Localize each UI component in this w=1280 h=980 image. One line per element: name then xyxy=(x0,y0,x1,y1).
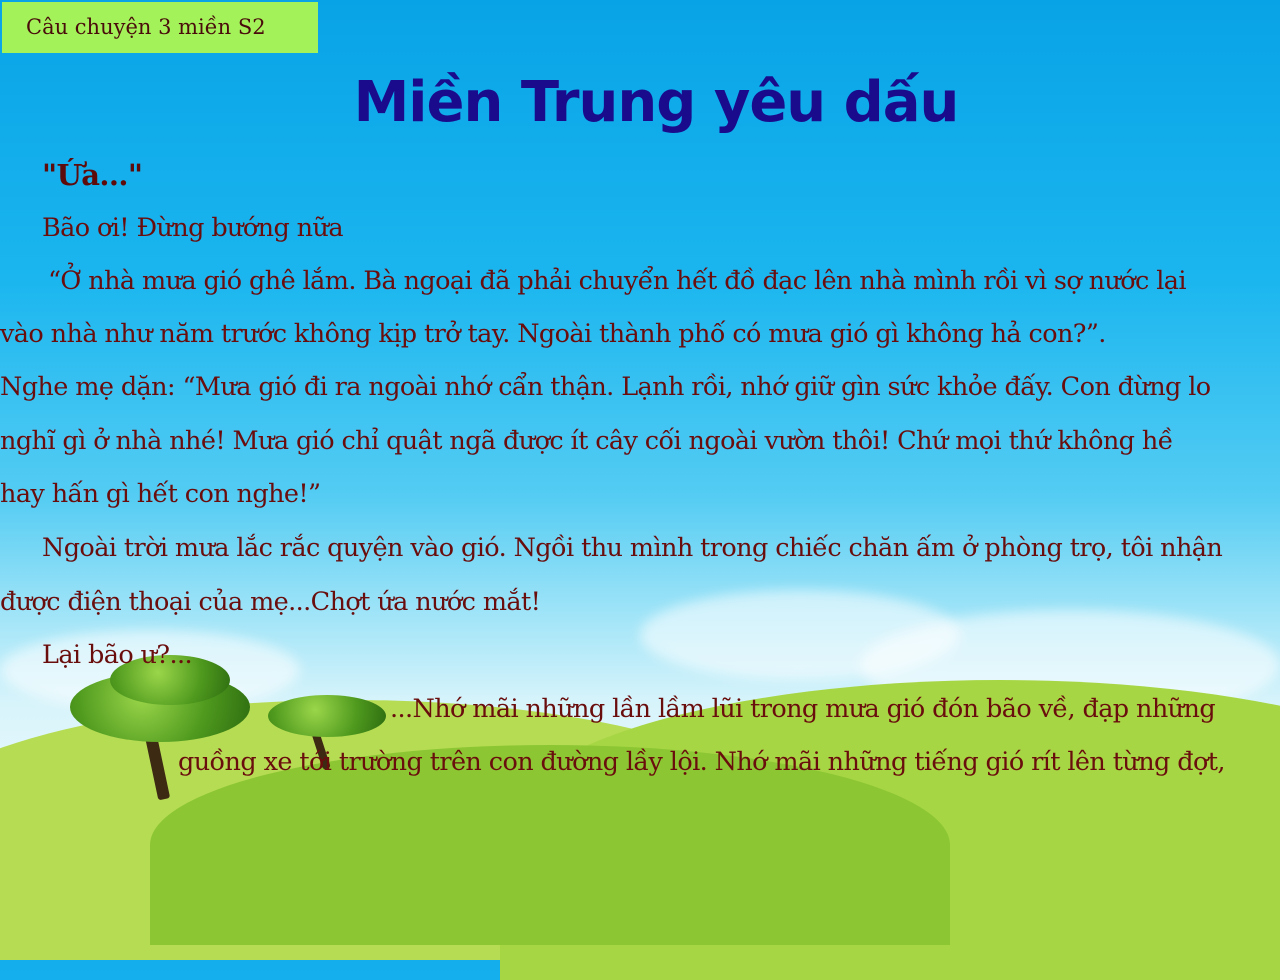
text-line: "Ứa..." xyxy=(42,158,143,192)
text-line: hay hấn gì hết con nghe!” xyxy=(0,479,321,509)
text-line: guồng xe tới trường trên con đường lầy lội. Nhớ mãi những tiếng gió rít lên từng đợt, xyxy=(178,747,1225,777)
page-title: Miền Trung yêu dấu xyxy=(353,70,959,135)
text-line: ...Nhớ mãi những lần lầm lũi trong mưa gió đón bão về, đạp những xyxy=(390,694,1216,724)
text-line: Ngoài trời mưa lắc rắc quyện vào gió. Ngồi thu mình trong chiếc chăn ấm ở phòng trọ, tôi nhận xyxy=(42,533,1223,563)
tree-icon xyxy=(268,695,386,737)
text-line: Bão ơi! Đừng bướng nữa xyxy=(42,213,343,243)
text-line: nghĩ gì ở nhà nhé! Mưa gió chỉ quật ngã được ít cây cối ngoài vườn thôi! Chứ mọi thứ không hề xyxy=(0,426,1173,456)
text-line: vào nhà như năm trước không kịp trở tay. Ngoài thành phố có mưa gió gì không hả con?”. xyxy=(0,319,1106,349)
series-tag: Câu chuyện 3 miền S2 xyxy=(2,2,318,53)
text-line: Nghe mẹ dặn: “Mưa gió đi ra ngoài nhớ cẩn thận. Lạnh rồi, nhớ giữ gìn sức khỏe đấy. Con đừng lo xyxy=(0,372,1211,402)
text-line: Lại bão ư?... xyxy=(42,640,192,670)
text-line: “Ở nhà mưa gió ghê lắm. Bà ngoại đã phải chuyển hết đồ đạc lên nhà mình rồi vì sợ nước lại xyxy=(48,266,1186,296)
text-line: được điện thoại của mẹ...Chợt ứa nước mắt! xyxy=(0,587,541,617)
